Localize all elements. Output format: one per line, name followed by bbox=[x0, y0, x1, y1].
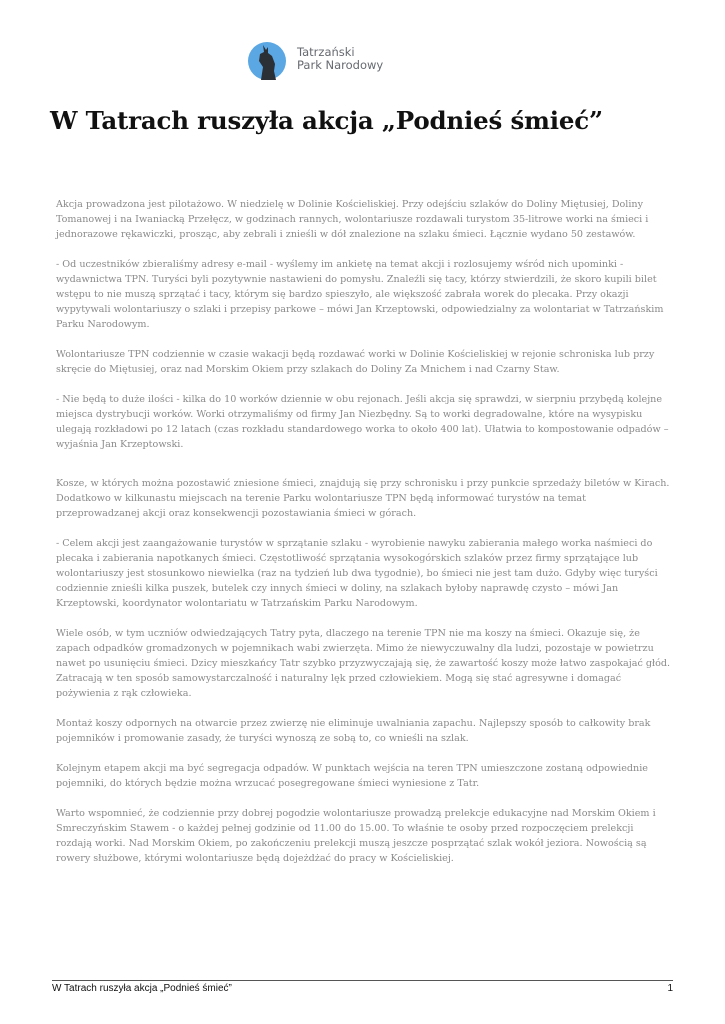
article-body bbox=[56, 197, 671, 881]
paragraph: Warto wspomnieć, że codziennie przy dobrej pogodzie wolontariusze prowadzą prelekcje edukacyjne nad Morskim Okiem i Smreczyńskim Stawem - o każdej pełnej godzinie od 11.00 do 15.00. To właśnie te osoby przed rozpoczęciem prelekcji rozdają worki. Nad Morskim Okiem, po zakończeniu prelekcji muszą jeszcze posprzątać szlak wokół jeziora. Nowością są rowery służbowe, którymi wolontariusze będą dojeżdżać do pracy w Kościeliskiej. bbox=[56, 808, 656, 864]
paragraph: Kosze, w których można pozostawić zniesione śmieci, znajdują się przy schronisku i przy punkcie sprzedaży biletów w Kirach. Dodatkowo w kilkunastu miejscach na terenie Parku wolontariusze TPN będą informować turystów na temat przeprowadzanej akcji oraz konsekwencji pozostawiania śmieci w górach. bbox=[56, 478, 670, 519]
paragraph: Montaż koszy odpornych na otwarcie przez zwierzę nie eliminuje uwalniania zapachu. Najlepszy sposób to całkowity brak pojemników i promowanie zasady, że turyści wynoszą ze sobą to, co wnieśli na szlak. bbox=[56, 718, 651, 744]
paragraph: - Nie będą to duże ilości - kilka do 10 worków dziennie w obu rejonach. Jeśli akcja się sprawdzi, w sierpniu przybędą kolejne miejsca dystrybucji worków. Worki otrzymaliśmy od firmy Jan Niezbędny. Są to worki degradowalne, które na wysypisku ulegają rozkładowi po 12 latach (czas rozkładu standardowego worka to około 400 lat). Ułatwia to kompostowanie odpadów – wyjaśnia Jan Krzeptowski. bbox=[56, 394, 669, 450]
chamois-icon bbox=[247, 37, 291, 81]
paragraph: - Celem akcji jest zaangażowanie turystów w sprzątanie szlaku - wyrobienie nawyku zabierania małego worka naśmieci do plecaka i zabierania napotkanych śmieci. Częstotliwość sprzątania wysokogórskich szlaków przez firmy sprzątające lub wolontariuszy jest stosunkowo niewielka (raz na tydzień lub dwa tygodnie), bo śmieci nie jest tam dużo. Gdyby więc turyści codziennie znieśli kilka puszek, butelek czy innych śmieci w doliny, na szlakach byłoby naprawdę czysto – mówi Jan Krzeptowski, koordynator wolontariatu w Tatrzańskim Parku Narodowym. bbox=[56, 538, 658, 609]
park-logo bbox=[247, 36, 397, 82]
paragraph: Akcja prowadzona jest pilotażowo. W niedzielę w Dolinie Kościeliskiej. Przy odejściu szlaków do Doliny Miętusiej, Doliny Tomanowej i na Iwaniacką Przełęcz, w godzinach rannych, wolontariusze rozdawali turystom 35-litrowe worki na śmieci i jednorazowe rękawiczki, prosząc, aby zebrali i znieśli w dół znalezione na szlaku śmieci. Łącznie wydano 50 zestawów. bbox=[56, 199, 649, 240]
paragraph: - Od uczestników zbieraliśmy adresy e-mail - wyślemy im ankietę na temat akcji i rozlosujemy wśród nich upominki - wydawnictwa TPN. Turyści byli pozytywnie nastawieni do pomysłu. Znaleźli się tacy, którzy stwierdzili, że skoro kupili bilet wstępu to nie muszą sprzątać i tacy, którym się bardzo spieszyło, ale większość zabrała worek do plecaka. Przy okazji wypytywali wolontariuszy o szlaki i przepisy parkowe – mówi Jan Krzeptowski, odpowiedzialny za wolontariat w Tatrzańskim Parku Narodowym. bbox=[56, 259, 664, 330]
page-number: 1 bbox=[667, 983, 673, 994]
paragraph: Wiele osób, w tym uczniów odwiedzających Tatry pyta, dlaczego na terenie TPN nie ma koszy na śmieci. Okazuje się, że zapach odpadków gromadzonych w pojemnikach wabi zwierzęta. Mimo że niewyczuwalny dla ludzi, pozostaje w powietrzu nawet po usunięciu śmieci. Dzicy mieszkańcy Tatr szybko przyzwyczajają się, że zawartość koszy może łatwo zaspokajać głód. Zatracają w ten sposób samowystarczalność i naturalny lęk przed człowiekiem. Mogą się stać agresywne i domagać pożywienia z rąk człowieka. bbox=[56, 628, 671, 699]
article-title: W Tatrach ruszyła akcja „Podnieś śmieć” bbox=[50, 106, 603, 135]
paragraph: Wolontariusze TPN codziennie w czasie wakacji będą rozdawać worki w Dolinie Kościeliskiej w rejonie schroniska lub przy skręcie do Miętusiej, oraz nad Morskim Okiem przy szlakach do Doliny Za Mnichem i nad Czarny Staw. bbox=[56, 349, 655, 375]
logo-text bbox=[297, 46, 383, 72]
page-footer bbox=[52, 980, 673, 994]
logo-line-2: Park Narodowy bbox=[297, 58, 384, 72]
footer-title: W Tatrach ruszyła akcja „Podnieś śmieć” bbox=[52, 983, 232, 994]
paragraph: Kolejnym etapem akcji ma być segregacja odpadów. W punktach wejścia na teren TPN umieszczone zostaną odpowiednie pojemniki, do których będzie można wrzucać posegregowane śmieci wyniesione z Tatr. bbox=[56, 763, 648, 789]
logo-line-1: Tatrzański bbox=[297, 45, 355, 59]
